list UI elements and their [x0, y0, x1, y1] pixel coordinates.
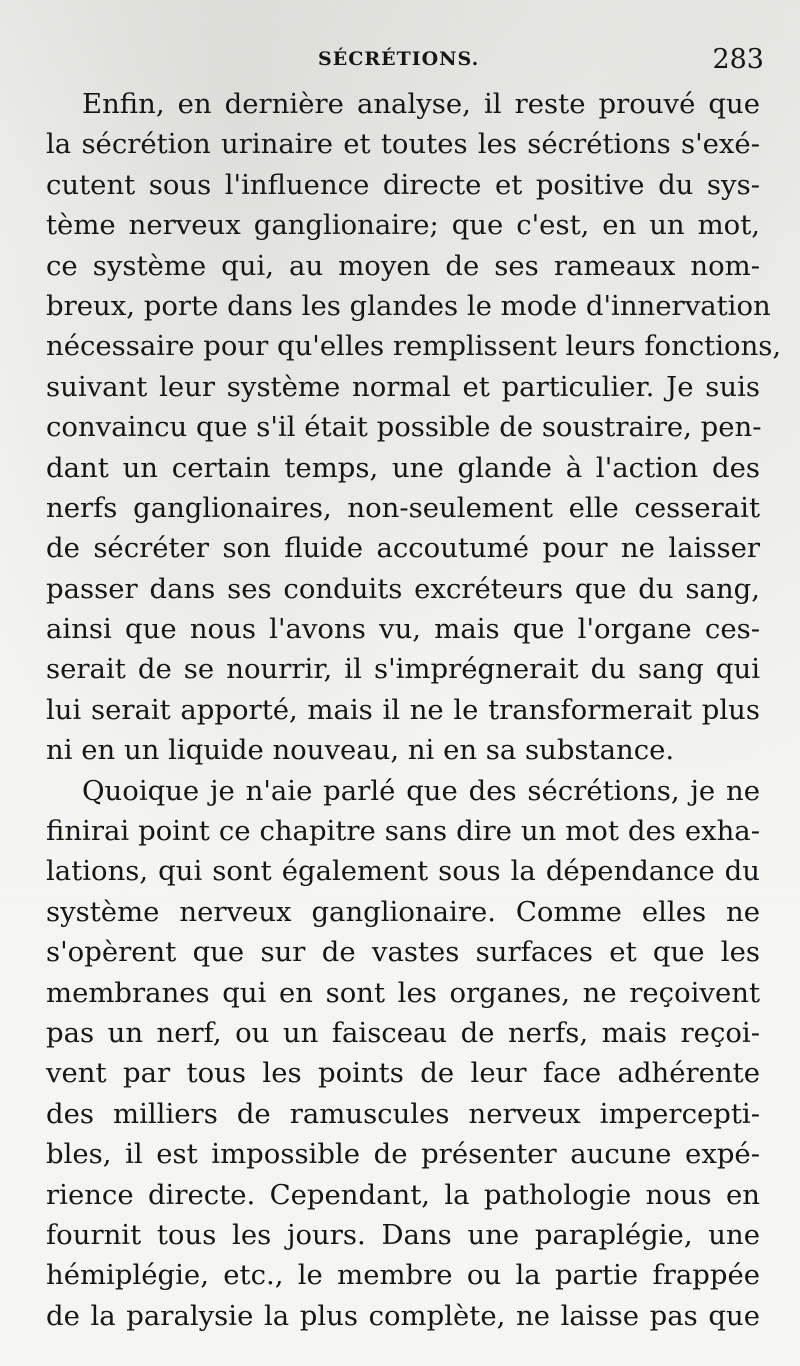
paragraph [46, 84, 782, 771]
text-line: nerfs ganglionaires, non-seulement elle cesserait [46, 491, 760, 524]
page-number: 283 [712, 44, 764, 75]
text-line: finirai point ce chapitre sans dire un mot des exha- [46, 815, 760, 848]
text-line: s'opèrent que sur de vastes surfaces et que les [46, 936, 760, 969]
text-line: ainsi que nous l'avons vu, mais que l'organe ces- [46, 613, 760, 646]
text-line: lations, qui sont également sous la dépendance du [46, 855, 760, 888]
running-head: SÉCRÉTIONS. [318, 48, 480, 70]
text-line: passer dans ses conduits excréteurs que du sang, [46, 572, 760, 605]
text-line: convaincu que s'il était possible de soustraire, pen- [46, 411, 762, 444]
text-line: la sécrétion urinaire et toutes les sécrétions s'exé- [46, 128, 760, 161]
text-line: cutent sous l'influence directe et positive du sys- [46, 168, 760, 201]
text-line: suivant leur système normal et particulier. Je suis [46, 370, 760, 403]
page-header [0, 44, 800, 78]
text-line: de la paralysie la plus complète, ne laisse pas que [46, 1299, 760, 1332]
text-line: bles, il est impossible de présenter aucune expé- [46, 1138, 760, 1171]
text-line: pas un nerf, ou un faisceau de nerfs, mais reçoi- [46, 1016, 760, 1049]
text-line: fournit tous les jours. Dans une paraplégie, une [46, 1218, 760, 1251]
text-line: membranes qui en sont les organes, ne reçoivent [46, 976, 760, 1009]
text-line: Enfin, en dernière analyse, il reste prouvé que [82, 88, 760, 120]
text-line: système nerveux ganglionaire. Comme elles ne [46, 895, 760, 928]
text-line: nécessaire pour qu'elles remplissent leurs fonctions, [46, 330, 782, 363]
text-line: ce système qui, au moyen de ses rameaux nom- [46, 249, 760, 282]
text-line: vent par tous les points de leur face adhérente [46, 1057, 760, 1090]
text-line: dant un certain temps, une glande à l'action des [46, 451, 760, 484]
text-line: lui serait apporté, mais il ne le transformerait plus [46, 693, 760, 726]
text-line: des milliers de ramuscules nerveux impercepti- [46, 1097, 760, 1130]
text-line: tème nerveux ganglionaire; que c'est, en un mot, [46, 209, 760, 242]
text-line: hémiplégie, etc., le membre ou la partie frappée [46, 1259, 760, 1292]
text-line: de sécréter son fluide accoutumé pour ne laisser [46, 532, 760, 565]
body-text [46, 84, 782, 1336]
paragraph [46, 771, 760, 1336]
text-line: breux, porte dans les glandes le mode d'innervation [46, 289, 771, 322]
text-line: rience directe. Cependant, la pathologie nous en [46, 1178, 760, 1211]
text-line: Quoique je n'aie parlé que des sécrétions, je ne [82, 774, 760, 807]
text-line: serait de se nourrir, il s'imprégnerait du sang qui [46, 653, 760, 686]
text-line: ni en un liquide nouveau, ni en sa substance. [46, 734, 675, 767]
